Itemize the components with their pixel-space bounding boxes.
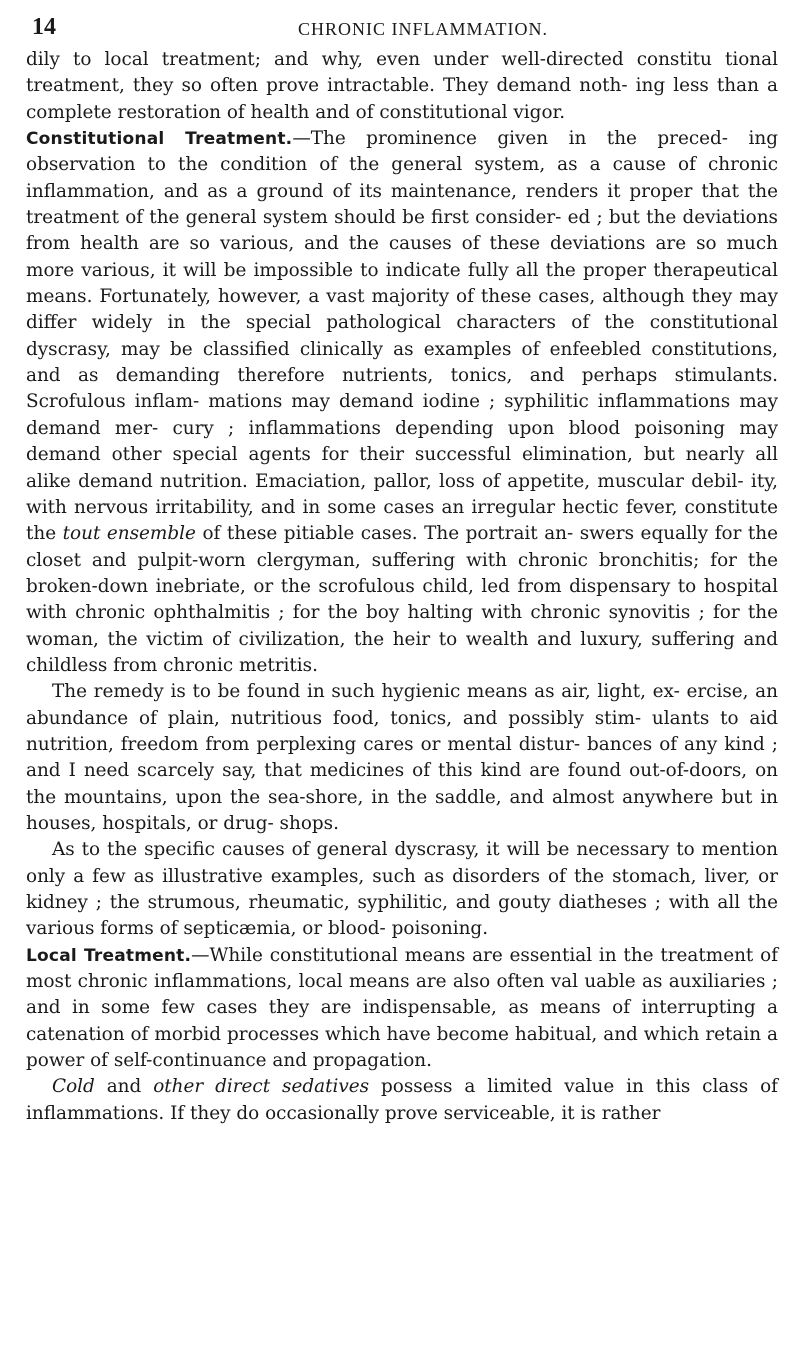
paragraph-local-treatment xyxy=(26,943,778,1075)
section-heading-constitutional-treatment: Constitutional Treatment. xyxy=(26,129,293,150)
italic-phrase-tout-ensemble: tout ensemble xyxy=(62,523,196,545)
paragraph-2-tail: of these pitiable cases. The portrait an- swers equally for the closet and pulpit-worn clergyman, suffering with chronic bronchitis; for the broken-down inebriate, or the scrofulous child, led from dispensary to hospital with chronic ophthalmitis ; for the boy halting with chronic synovitis ; for the woman, the victim of civilization, the heir to wealth and luxury, suffering and childless from chronic metritis. xyxy=(26,523,778,676)
paragraph-4: As to the specific causes of general dyscrasy, it will be necessary to mention only a few as illustrative examples, such as disorders of the stomach, liver, or kidney ; the strumous, rheumatic, syphilitic, and gouty diatheses ; with all the various forms of septicæmia, or blood- poisoning. xyxy=(26,839,778,940)
paragraph-2-body: —The prominence given in the preced- ing observation to the condition of the general system, as a cause of chronic inflammation, and as a ground of its maintenance, renders it proper that the treatment of the general system should be first consider- ed ; but the deviations from health are so various, and the causes of these deviations are so much more various, it will be impossible to indicate fully all the proper therapeutical means. Fortunately, however, a vast majority of these cases, although they may differ widely in the special pathological characters of the constitutional dyscrasy, may be classified clinically as examples of enfeebled constitutions, and as demanding therefore nutrients, tonics, and perhaps stimulants. Scrofulous inflam- mations may demand iodine ; syphilitic inflammations may demand mer- cury ; inflammations depending upon blood poisoning may demand other special agents for their successful elimination, but nearly all alike demand nutrition. Emaciation, pallor, loss of appetite, muscular debil- ity, with nervous irritability, and in some cases an irregular hectic fever, constitute the xyxy=(26,128,778,545)
paragraph-6 xyxy=(26,1074,778,1127)
body-text xyxy=(26,47,778,1127)
italic-word-cold: Cold xyxy=(52,1076,95,1098)
paragraph-6-body: possess a limited value in this class of inflammations. If they do occasionally prove serviceable, it is rather xyxy=(26,1076,778,1124)
paragraph-5-body: —While constitutional means are essential in the treatment of most chronic inflammations, local means are also often val uable as auxiliaries ; and in some few cases they are indispensable, as means of interrupting a catenation of morbid processes which have become habitual, and which retain a power of self-continuance and propagation. xyxy=(26,944,778,1072)
page-number: 14 xyxy=(32,14,56,40)
paragraph-6-and: and xyxy=(106,1076,142,1098)
italic-phrase-other-direct-sedatives: other direct sedatives xyxy=(153,1076,370,1098)
page-header xyxy=(26,0,778,46)
paragraph-1: dily to local treatment; and why, even under well-directed constitu tional treatment, they so often prove intractable. They demand noth- ing less than a complete restoration of health and of constitutional vigor. xyxy=(26,49,778,123)
paragraph-3: The remedy is to be found in such hygienic means as air, light, ex- ercise, an abundance of plain, nutritious food, tonics, and possibly stim- ulants to aid nutrition, freedom from perplexing cares or mental distur- bances of any kind ; and I need scarcely say, that medicines of this kind are found out-of-doors, on the mountains, upon the sea-shore, in the saddle, and almost anywhere but in houses, hospitals, or drug- shops. xyxy=(26,681,778,834)
section-heading-local-treatment: Local Treatment. xyxy=(26,945,192,966)
running-head: CHRONIC INFLAMMATION. xyxy=(298,19,549,39)
paragraph-constitutional-treatment xyxy=(26,126,778,679)
